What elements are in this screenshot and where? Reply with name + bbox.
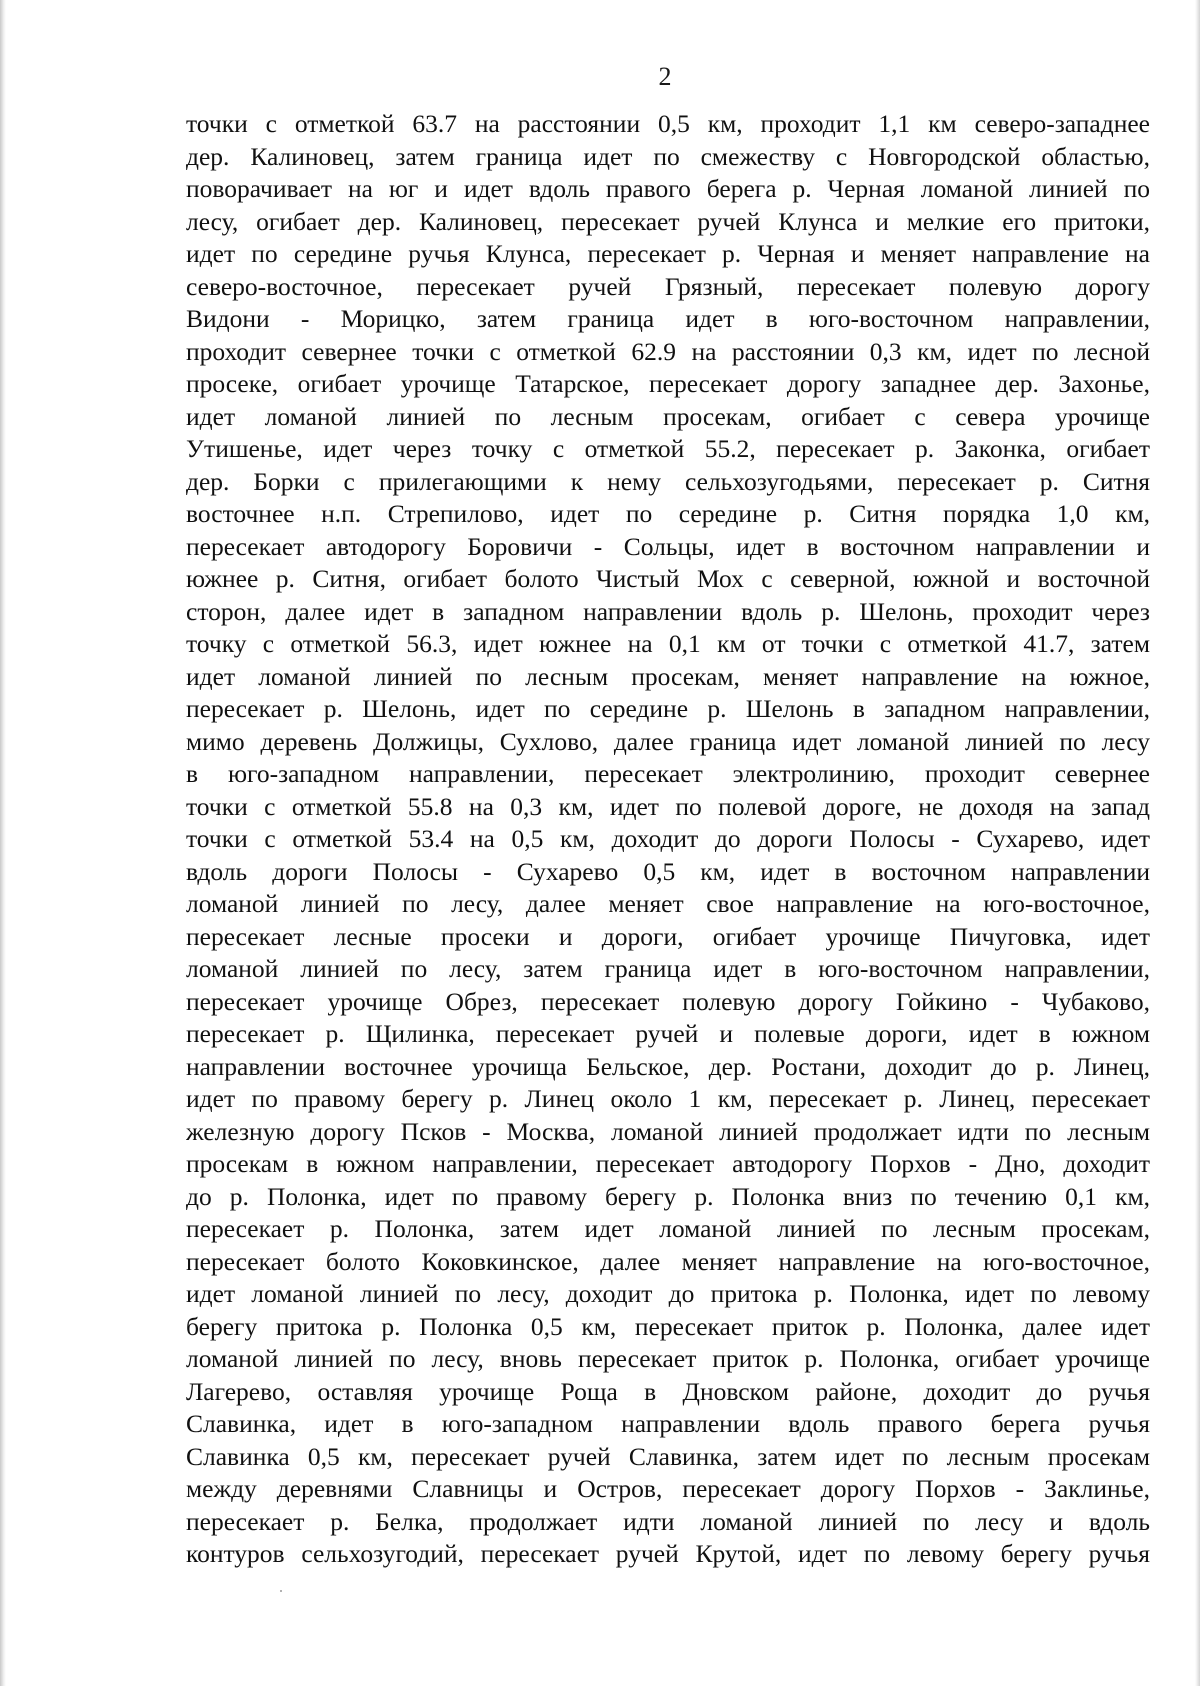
text-line: сторон, далее идет в западном направлении вдоль р. Шелонь, проходит через (186, 596, 1150, 626)
text-line: между деревнями Славницы и Остров, пересекает дорогу Порхов - Заклинье, (186, 1474, 1150, 1503)
text-line: Утишенье, идет через точку с отметкой 55.2, пересекает р. Законка, огибает (186, 434, 1150, 463)
text-line: ломаной линией по лесу, затем граница идет в юго-восточном направлении, (186, 954, 1150, 983)
text-line: Славинка, идет в юго-западном направлении вдоль правого берега ручья (186, 1409, 1150, 1438)
text-line: Видони - Морицко, затем граница идет в юго-восточном направлении, (186, 304, 1150, 333)
text-line: восточнее н.п. Стрепилово, идет по середине р. Ситня порядка 1,0 км, (186, 499, 1150, 528)
text-line: точки с отметкой 53.4 на 0,5 км, доходит до дороги Полосы - Сухарево, идет (186, 824, 1150, 853)
scan-right-edge (1195, 0, 1200, 1686)
text-line: просеке, огибает урочище Татарское, пересекает дорогу западнее дер. Захонье, (186, 369, 1150, 398)
text-line: идет по правому берегу р. Линец около 1 км, пересекает р. Линец, пересекает (186, 1084, 1150, 1113)
text-line: точки с отметкой 63.7 на расстоянии 0,5 км, проходит 1,1 км северо-западнее (186, 109, 1150, 138)
text-line: пересекает р. Щилинка, пересекает ручей и полевые дороги, идет в южном (186, 1019, 1150, 1048)
text-line: идет по середине ручья Клунса, пересекает р. Черная и меняет направление на (186, 239, 1150, 268)
body-text (186, 108, 1150, 1571)
scan-left-edge (0, 0, 6, 1686)
text-line: пересекает р. Шелонь, идет по середине р. Шелонь в западном направлении, (186, 694, 1150, 723)
text-line: вдоль дороги Полосы - Сухарево 0,5 км, идет в восточном направлении (186, 856, 1150, 886)
scan-speck (280, 1590, 282, 1592)
text-line: лесу, огибает дер. Калиновец, пересекает ручей Клунса и мелкие его притоки, (186, 206, 1150, 236)
text-line: пересекает автодорогу Боровичи - Сольцы, идет в восточном направлении и (186, 531, 1150, 561)
text-line: пересекает лесные просеки и дороги, огибает урочище Пичуговка, идет (186, 921, 1150, 951)
text-line: в юго-западном направлении, пересекает электролинию, проходит севернее (186, 759, 1150, 788)
text-line: Лагерево, оставляя урочище Роща в Дновском районе, доходит до ручья (186, 1376, 1150, 1406)
text-line: южнее р. Ситня, огибает болото Чистый Мох с северной, южной и восточной (186, 564, 1150, 593)
text-line: железную дорогу Псков - Москва, ломаной линией продолжает идти по лесным (186, 1116, 1150, 1146)
page-number: 2 (658, 62, 672, 91)
text-line: ломаной линией по лесу, вновь пересекает приток р. Полонка, огибает урочище (186, 1344, 1150, 1373)
text-line: до р. Полонка, идет по правому берегу р. Полонка вниз по течению 0,1 км, (186, 1181, 1150, 1211)
text-line: направлении восточнее урочища Бельское, дер. Ростани, доходит до р. Линец, (186, 1051, 1150, 1081)
text-line: берегу притока р. Полонка 0,5 км, пересекает приток р. Полонка, далее идет (186, 1311, 1150, 1341)
text-line: дер. Борки с прилегающими к нему сельхозугодьями, пересекает р. Ситня (186, 466, 1150, 496)
text-line: идет ломаной линией по лесным просекам, меняет направление на южное, (186, 661, 1150, 691)
text-line: точки с отметкой 55.8 на 0,3 км, идет по полевой дороге, не доходя на запад (186, 791, 1150, 821)
text-line: Славинка 0,5 км, пересекает ручей Славинка, затем идет по лесным просекам (186, 1441, 1150, 1471)
text-line: мимо деревень Должицы, Сухлово, далее граница идет ломаной линией по лесу (186, 726, 1150, 756)
text-line: дер. Калиновец, затем граница идет по смежеству с Новгородской областью, (186, 141, 1150, 171)
text-line: пересекает р. Белка, продолжает идти ломаной линией по лесу и вдоль (186, 1506, 1150, 1536)
text-line: пересекает урочище Обрез, пересекает полевую дорогу Гойкино - Чубаково, (186, 986, 1150, 1016)
text-line: ломаной линией по лесу, далее меняет свое направление на юго-восточное, (186, 889, 1150, 918)
text-line: проходит севернее точки с отметкой 62.9 на расстоянии 0,3 км, идет по лесной (186, 336, 1150, 366)
text-line: пересекает р. Полонка, затем идет ломаной линией по лесным просекам, (186, 1214, 1150, 1243)
text-line: поворачивает на юг и идет вдоль правого берега р. Черная ломаной линией по (186, 174, 1150, 203)
text-line: пересекает болото Коковкинское, далее меняет направление на юго-восточное, (186, 1246, 1150, 1276)
text-line: идет ломаной линией по лесным просекам, огибает с севера урочище (186, 401, 1150, 431)
text-line: просекам в южном направлении, пересекает автодорогу Порхов - Дно, доходит (186, 1149, 1150, 1178)
text-line: контуров сельхозугодий, пересекает ручей Крутой, идет по левому берегу ручья (186, 1539, 1150, 1568)
text-line: точку с отметкой 56.3, идет южнее на 0,1 км от точки с отметкой 41.7, затем (186, 629, 1150, 658)
text-line: идет ломаной линией по лесу, доходит до притока р. Полонка, идет по левому (186, 1279, 1150, 1308)
text-line: северо-восточное, пересекает ручей Грязный, пересекает полевую дорогу (186, 271, 1150, 301)
